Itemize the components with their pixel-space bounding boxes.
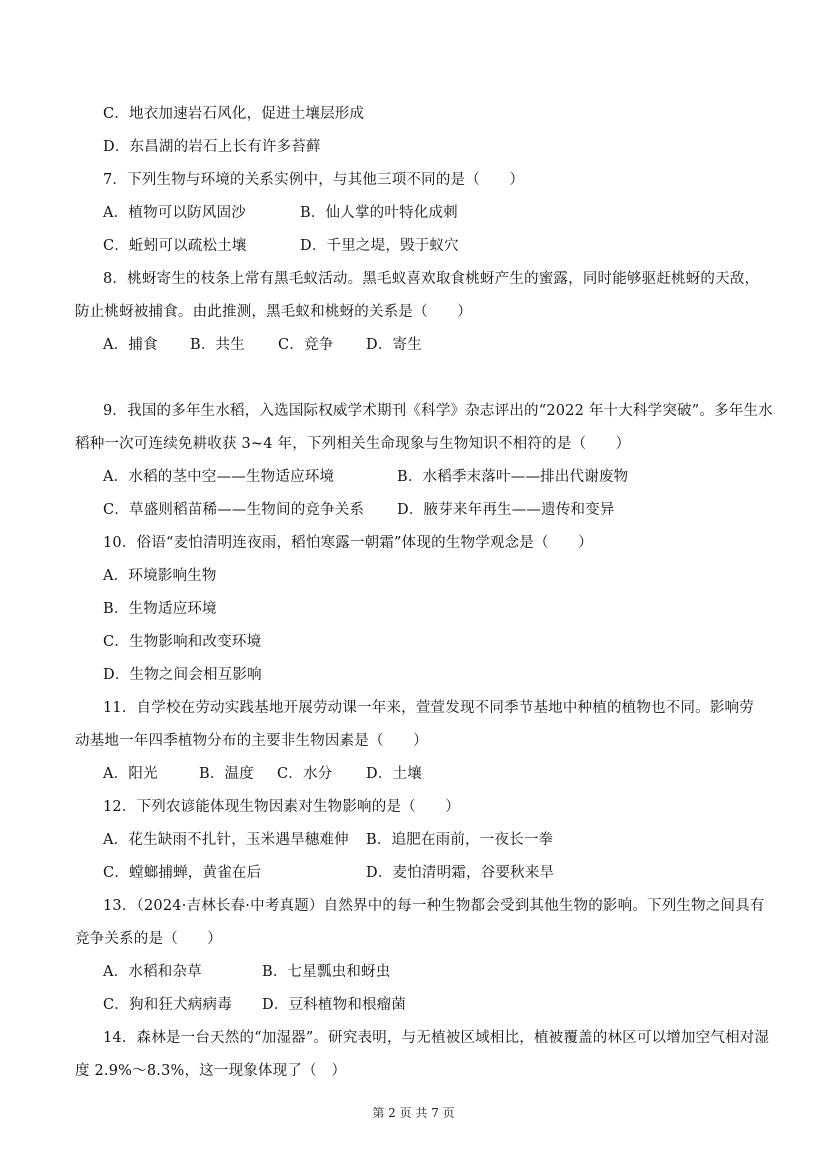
question-13-cont: 竞争关系的是（ ） — [75, 931, 222, 947]
option-b: B．追肥在雨前，一夜长一拳 — [366, 832, 554, 848]
option-d: D．生物之间会相互影响 — [103, 667, 262, 683]
question-10: 10．俗语“麦怕清明连夜雨，稻怕寒露一朝霜”体现的生物学观念是（ ） — [103, 535, 593, 551]
option-c: C．螳螂捕蝉，黄雀在后 — [103, 865, 262, 881]
question-14-cont: 度 2.9%～8.3%，这一现象体现了（ ） — [75, 1063, 347, 1079]
option-d: D．腋芽来年再生——遗传和变异 — [397, 502, 615, 518]
option-a: A．环境影响生物 — [103, 568, 217, 584]
option-c: C．竞争 — [278, 337, 334, 353]
option-a: A．植物可以防风固沙 — [103, 205, 246, 221]
option-line: C．地衣加速岩石风化，促进土壤层形成 — [103, 106, 365, 122]
option-d: D．麦怕清明霜，谷要秋来旱 — [366, 865, 555, 881]
question-14: 14．森林是一台天然的“加湿器”。研究表明，与无植被区域相比，植被覆盖的林区可以增加空气相对湿 — [103, 1030, 770, 1046]
option-a: A．水稻和杂草 — [103, 964, 202, 980]
option-d: D．千里之堤，毁于蚁穴 — [300, 238, 459, 254]
question-7: 7．下列生物与环境的关系实例中，与其他三项不同的是（ ） — [103, 172, 525, 188]
option-c: C．水分 — [277, 766, 333, 782]
option-c: C．蚯蚓可以疏松土壤 — [103, 238, 247, 254]
option-b: B．仙人掌的叶特化成刺 — [300, 205, 458, 221]
question-12: 12．下列农谚能体现生物因素对生物影响的是（ ） — [103, 799, 460, 815]
question-8: 8．桃蚜寄生的枝条上常有黑毛蚁活动。黑毛蚁喜欢取食桃蚜产生的蜜露，同时能够驱赶桃蚜的天敌， — [103, 271, 760, 287]
option-b: B．水稻季末落叶——排出代谢废物 — [397, 469, 629, 485]
question-11-cont: 动基地一年四季植物分布的主要非生物因素是（ ） — [75, 733, 428, 749]
option-d: D．土壤 — [366, 766, 422, 782]
option-b: B．生物适应环境 — [103, 601, 217, 617]
question-11: 11．自学校在劳动实践基地开展劳动课一年来，萱萱发现不同季节基地中种植的植物也不同。影响劳 — [103, 700, 754, 716]
question-9-cont: 稻种一次可连续免耕收获 3~4 年，下列相关生命现象与生物知识不相符的是（ ） — [75, 436, 631, 452]
option-a: A．花生缺雨不扎针，玉米遇旱穗难伸 — [103, 832, 349, 848]
page-footer: 第 2 页 共 7 页 — [372, 1106, 455, 1120]
option-b: B．共生 — [190, 337, 245, 353]
option-a: A．捕食 — [103, 337, 158, 353]
option-b: B．温度 — [199, 766, 254, 782]
option-d: D．寄生 — [366, 337, 422, 353]
option-line: D．东昌湖的岩石上长有许多苔藓 — [103, 139, 321, 155]
option-d: D．豆科植物和根瘤菌 — [262, 997, 407, 1013]
question-13: 13．（2024·吉林长春·中考真题）自然界中的每一种生物都会受到其他生物的影响。下列生物之间具有 — [103, 898, 765, 914]
option-c: C．草盛则稻苗稀——生物间的竞争关系 — [103, 502, 365, 518]
option-a: A．阳光 — [103, 766, 158, 782]
question-8-cont: 防止桃蚜被捕食。由此推测，黑毛蚁和桃蚜的关系是（ ） — [75, 304, 472, 320]
option-b: B．七星瓢虫和蚜虫 — [262, 964, 391, 980]
option-c: C．生物影响和改变环境 — [103, 634, 262, 650]
option-a: A．水稻的茎中空——生物适应环境 — [103, 469, 335, 485]
option-c: C．狗和狂犬病病毒 — [103, 997, 232, 1013]
question-9: 9．我国的多年生水稻，入选国际权威学术期刊《科学》杂志评出的“2022 年十大科学突破”。多年生水 — [103, 403, 773, 419]
